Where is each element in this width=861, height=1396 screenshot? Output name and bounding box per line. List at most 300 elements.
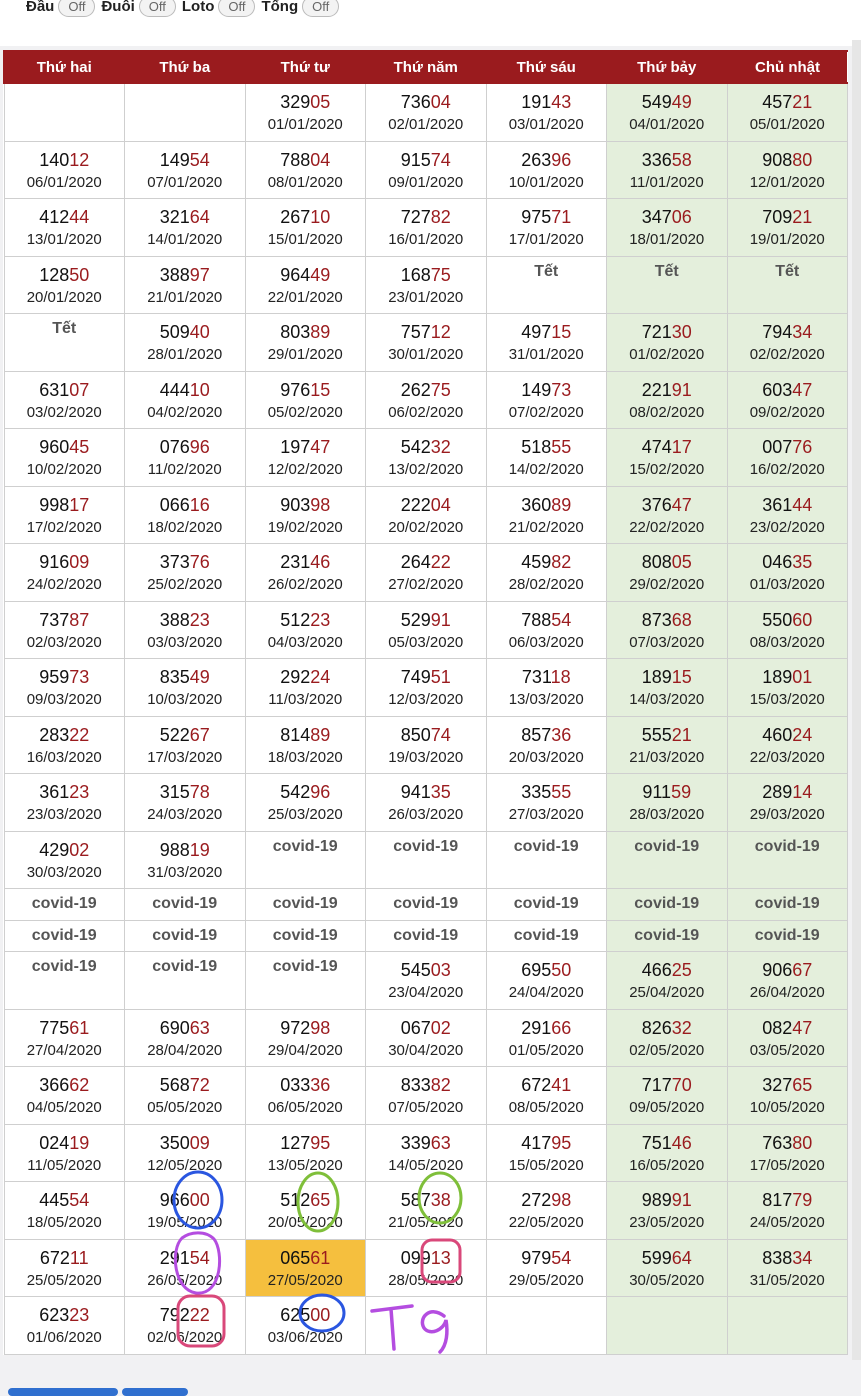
result-number xyxy=(125,1297,245,1326)
result-date: 31/05/2020 xyxy=(749,1271,825,1289)
result-number xyxy=(125,1240,245,1269)
result-number xyxy=(728,544,848,573)
result-number xyxy=(728,84,848,113)
result-number xyxy=(728,1182,848,1211)
result-number xyxy=(5,774,125,803)
day-cell xyxy=(727,371,848,429)
result-date: 18/01/2020 xyxy=(629,231,705,248)
scrollbar-track[interactable] xyxy=(852,40,861,1360)
result-number-head: 099 xyxy=(400,1247,431,1268)
day-cell xyxy=(366,1182,487,1240)
result-number xyxy=(5,602,125,631)
result-date: 02/01/2020 xyxy=(388,116,464,133)
table-row xyxy=(4,199,848,257)
result-number-head: 808 xyxy=(641,552,672,572)
result-number xyxy=(607,487,727,516)
day-cell xyxy=(607,774,728,832)
result-number-tail: 46 xyxy=(671,1132,692,1153)
result-number-tail: 15 xyxy=(671,667,692,687)
day-cell xyxy=(245,1009,366,1067)
result-number xyxy=(607,1010,727,1039)
table-body xyxy=(4,83,848,1354)
toggle-label-tong: Tổng xyxy=(261,0,299,15)
result-number xyxy=(487,314,607,343)
result-number-tail: 35 xyxy=(792,552,813,572)
result-number-head: 339 xyxy=(400,1132,431,1153)
result-number-tail: 98 xyxy=(310,494,331,515)
result-number xyxy=(366,142,486,171)
day-cell xyxy=(727,83,848,141)
result-number-tail: 80 xyxy=(792,1132,813,1153)
result-date: 14/03/2020 xyxy=(629,691,705,708)
result-number-head: 168 xyxy=(400,264,431,285)
day-cell xyxy=(245,1124,366,1182)
day-cell xyxy=(727,429,848,487)
result-number-head: 046 xyxy=(762,552,793,572)
result-number-tail: 12 xyxy=(430,322,451,342)
status-text: covid-19 xyxy=(152,958,218,975)
result-number-tail: 47 xyxy=(310,437,331,457)
result-number xyxy=(366,952,486,981)
day-cell xyxy=(607,716,728,774)
toggle-dau-switch[interactable]: Off xyxy=(58,0,95,17)
result-date: 09/01/2020 xyxy=(388,173,464,191)
table-row xyxy=(4,889,848,921)
toggle-label-duoi: Đuôi xyxy=(101,0,135,15)
result-date: 21/05/2020 xyxy=(388,1214,464,1231)
table-row xyxy=(4,774,848,832)
result-date: 09/05/2020 xyxy=(629,1099,705,1116)
table-row xyxy=(4,1124,848,1182)
day-cell xyxy=(486,659,607,717)
day-cell xyxy=(125,544,246,602)
day-cell xyxy=(125,1009,246,1067)
result-date: 22/02/2020 xyxy=(629,518,705,536)
day-cell xyxy=(125,83,246,141)
col-header-wed: Thứ tư xyxy=(245,51,366,83)
result-date: 15/03/2020 xyxy=(749,691,825,708)
day-cell xyxy=(4,429,125,487)
result-number xyxy=(246,717,366,746)
status-text: covid-19 xyxy=(754,926,820,944)
result-number-tail: 05 xyxy=(310,92,331,112)
result-date: 01/01/2020 xyxy=(267,116,343,133)
result-number-tail: 54 xyxy=(551,1247,572,1268)
status-text: Tết xyxy=(654,262,679,280)
result-date: 19/02/2020 xyxy=(267,518,343,536)
day-cell xyxy=(125,429,246,487)
results-table-container xyxy=(3,50,848,1355)
filter-bar xyxy=(0,0,861,46)
toggle-tong-switch[interactable]: Off xyxy=(302,0,339,17)
result-date: 27/04/2020 xyxy=(26,1041,102,1059)
day-cell xyxy=(245,1067,366,1125)
day-cell xyxy=(125,952,246,1010)
day-cell xyxy=(727,141,848,199)
result-number-tail: 95 xyxy=(310,1132,331,1153)
result-number-tail: 07 xyxy=(69,379,90,400)
result-date: 12/05/2020 xyxy=(147,1156,223,1174)
table-row xyxy=(4,314,848,372)
result-date: 28/03/2020 xyxy=(629,806,705,823)
day-cell xyxy=(607,1182,728,1240)
result-date: 16/05/2020 xyxy=(629,1156,705,1174)
result-date: 08/03/2020 xyxy=(749,633,825,651)
day-cell xyxy=(607,544,728,602)
result-number xyxy=(246,84,366,113)
status-text: covid-19 xyxy=(31,958,97,975)
result-number-tail: 54 xyxy=(189,1247,210,1268)
day-cell xyxy=(245,1239,366,1297)
day-cell xyxy=(125,1239,246,1297)
result-number-head: 788 xyxy=(280,149,311,170)
result-number-tail: 36 xyxy=(551,724,572,745)
toggle-loto-switch[interactable]: Off xyxy=(218,0,255,17)
result-number-tail: 47 xyxy=(792,379,813,400)
result-number xyxy=(246,487,366,516)
day-cell xyxy=(607,141,728,199)
day-cell xyxy=(4,659,125,717)
result-number xyxy=(487,659,607,688)
result-date: 05/01/2020 xyxy=(749,116,825,133)
result-number xyxy=(487,602,607,631)
result-number-tail: 22 xyxy=(69,724,90,745)
result-number-head: 757 xyxy=(400,322,431,342)
day-cell xyxy=(4,889,125,921)
result-number-tail: 43 xyxy=(551,92,572,112)
day-cell xyxy=(366,1124,487,1182)
result-date: 18/05/2020 xyxy=(26,1214,102,1231)
result-number xyxy=(366,602,486,631)
result-number-head: 587 xyxy=(400,1190,431,1210)
result-number xyxy=(728,774,848,803)
result-number-tail: 73 xyxy=(69,667,90,687)
result-number-tail: 64 xyxy=(189,207,210,227)
result-number-head: 373 xyxy=(159,552,190,572)
result-number xyxy=(5,372,125,401)
day-cell xyxy=(727,920,848,952)
day-cell xyxy=(607,199,728,257)
result-number xyxy=(366,84,486,113)
result-number xyxy=(246,602,366,631)
result-date: 25/03/2020 xyxy=(267,806,343,823)
status-text: Tết xyxy=(534,262,559,280)
result-number-head: 509 xyxy=(159,322,190,342)
result-number-head: 835 xyxy=(159,667,190,687)
result-number-tail: 96 xyxy=(551,149,572,170)
result-date: 31/03/2020 xyxy=(147,863,223,881)
day-cell xyxy=(4,601,125,659)
result-number-tail: 00 xyxy=(310,1305,331,1325)
result-number-tail: 68 xyxy=(671,609,692,630)
result-date: 20/01/2020 xyxy=(26,288,102,306)
result-number-tail: 50 xyxy=(551,960,572,980)
result-date: 08/02/2020 xyxy=(629,403,705,421)
result-number-tail: 38 xyxy=(430,1190,451,1210)
result-number-head: 460 xyxy=(762,724,793,745)
result-date: 25/02/2020 xyxy=(147,576,223,593)
result-number-tail: 17 xyxy=(671,437,692,457)
result-number-tail: 51 xyxy=(430,667,451,687)
result-number-tail: 22 xyxy=(430,552,451,572)
result-date: 08/01/2020 xyxy=(267,173,343,191)
result-number-tail: 63 xyxy=(189,1017,210,1038)
day-cell xyxy=(125,314,246,372)
result-number-head: 542 xyxy=(280,782,311,802)
day-cell xyxy=(727,716,848,774)
result-number-head: 388 xyxy=(159,264,190,285)
result-number xyxy=(607,1240,727,1269)
status-text: Tết xyxy=(52,320,77,337)
result-number-tail: 66 xyxy=(551,1017,572,1038)
status-text: covid-19 xyxy=(152,926,218,944)
result-number-tail: 30 xyxy=(671,322,692,342)
day-cell xyxy=(486,889,607,921)
day-cell xyxy=(4,1297,125,1355)
result-date: 04/05/2020 xyxy=(26,1099,102,1116)
result-number xyxy=(5,717,125,746)
result-number-tail: 91 xyxy=(430,609,451,630)
result-number-head: 803 xyxy=(280,322,311,342)
day-cell xyxy=(245,889,366,921)
result-date: 25/05/2020 xyxy=(26,1271,102,1289)
result-number-head: 140 xyxy=(39,149,70,170)
result-number-tail: 67 xyxy=(189,724,210,745)
day-cell xyxy=(607,1009,728,1067)
day-cell xyxy=(4,952,125,1010)
result-number-tail: 65 xyxy=(792,1075,813,1095)
day-cell xyxy=(366,371,487,429)
day-cell xyxy=(727,199,848,257)
result-date: 11/02/2020 xyxy=(147,461,222,478)
result-number xyxy=(366,1125,486,1154)
day-cell xyxy=(4,141,125,199)
day-cell xyxy=(727,1124,848,1182)
result-number xyxy=(366,544,486,573)
result-number-head: 599 xyxy=(641,1247,672,1268)
status-text: covid-19 xyxy=(393,895,459,912)
result-number xyxy=(5,429,125,458)
day-cell xyxy=(245,256,366,314)
result-number-head: 857 xyxy=(521,724,552,745)
day-cell xyxy=(4,199,125,257)
status-text: covid-19 xyxy=(634,926,700,944)
result-number xyxy=(366,1182,486,1211)
result-number-head: 283 xyxy=(39,724,70,745)
day-cell xyxy=(366,1009,487,1067)
status-text: covid-19 xyxy=(272,958,338,975)
result-date: 17/02/2020 xyxy=(26,518,102,536)
result-date: 27/03/2020 xyxy=(508,806,584,823)
bottom-button-right[interactable] xyxy=(122,1388,188,1396)
day-cell xyxy=(125,1297,246,1355)
status-text: covid-19 xyxy=(754,895,820,912)
day-cell xyxy=(486,952,607,1010)
result-number xyxy=(607,199,727,228)
result-number-tail: 09 xyxy=(189,1132,210,1153)
result-number-tail: 34 xyxy=(792,322,813,342)
result-number xyxy=(125,1125,245,1154)
result-number-tail: 22 xyxy=(189,1305,210,1325)
result-number xyxy=(607,142,727,171)
status-text: covid-19 xyxy=(393,837,459,855)
result-number-head: 329 xyxy=(280,92,311,112)
result-number-head: 826 xyxy=(641,1017,672,1038)
result-number-head: 749 xyxy=(400,667,431,687)
table-row xyxy=(4,1297,848,1355)
day-cell xyxy=(4,1009,125,1067)
day-cell xyxy=(245,544,366,602)
result-number-head: 788 xyxy=(521,609,552,630)
result-number-tail: 25 xyxy=(671,960,692,980)
result-number xyxy=(125,199,245,228)
bottom-button-left[interactable] xyxy=(8,1388,118,1396)
result-number-tail: 76 xyxy=(189,552,210,572)
result-number-tail: 35 xyxy=(430,782,451,802)
result-number-tail: 79 xyxy=(792,1190,813,1210)
status-text: covid-19 xyxy=(513,895,579,912)
result-number-head: 727 xyxy=(400,207,431,227)
day-cell xyxy=(366,256,487,314)
result-date: 01/03/2020 xyxy=(749,576,825,593)
result-number xyxy=(487,1067,607,1096)
result-number-tail: 67 xyxy=(792,960,813,980)
result-number xyxy=(728,659,848,688)
result-number-head: 347 xyxy=(641,207,672,227)
col-header-fri: Thứ sáu xyxy=(486,51,607,83)
result-number-head: 417 xyxy=(521,1132,552,1153)
day-cell xyxy=(366,141,487,199)
table-row xyxy=(4,1009,848,1067)
result-number-head: 128 xyxy=(39,264,70,285)
result-number-tail: 23 xyxy=(189,609,210,630)
day-cell xyxy=(125,141,246,199)
result-number-tail: 04 xyxy=(310,149,331,170)
result-number-head: 412 xyxy=(39,207,70,227)
result-number-head: 263 xyxy=(521,149,552,170)
day-cell xyxy=(486,314,607,372)
result-number-head: 623 xyxy=(39,1305,70,1325)
result-number-head: 545 xyxy=(400,960,431,980)
result-number-tail: 64 xyxy=(671,1247,692,1268)
result-date: 24/05/2020 xyxy=(749,1214,825,1231)
result-date: 13/02/2020 xyxy=(388,461,464,478)
result-date: 12/03/2020 xyxy=(388,691,464,708)
result-number-tail: 23 xyxy=(69,1305,90,1325)
result-number xyxy=(246,1010,366,1039)
result-number-tail: 32 xyxy=(430,437,451,457)
result-date: 21/02/2020 xyxy=(508,518,584,536)
toggle-duoi-switch[interactable]: Off xyxy=(139,0,176,17)
result-number xyxy=(487,1125,607,1154)
result-number-head: 906 xyxy=(762,960,793,980)
result-date: 16/01/2020 xyxy=(388,231,464,248)
result-date: 01/05/2020 xyxy=(508,1041,584,1059)
result-number-tail: 61 xyxy=(69,1017,90,1038)
result-number xyxy=(5,1010,125,1039)
result-date: 23/01/2020 xyxy=(388,288,464,306)
day-cell xyxy=(125,1124,246,1182)
result-number-tail: 89 xyxy=(551,494,572,515)
result-number xyxy=(607,544,727,573)
status-text: covid-19 xyxy=(513,837,579,855)
result-number xyxy=(246,257,366,286)
result-number-head: 127 xyxy=(280,1132,311,1153)
table-row xyxy=(4,371,848,429)
result-number-tail: 54 xyxy=(551,609,572,630)
result-number-tail: 72 xyxy=(189,1075,210,1095)
result-date: 12/01/2020 xyxy=(749,173,825,191)
result-number-head: 457 xyxy=(762,92,793,112)
result-date: 03/06/2020 xyxy=(267,1329,343,1346)
result-number xyxy=(607,372,727,401)
day-cell xyxy=(125,371,246,429)
result-number-head: 603 xyxy=(762,379,793,400)
result-number xyxy=(246,1182,366,1211)
header-row xyxy=(4,51,848,83)
day-cell xyxy=(607,1239,728,1297)
result-number-head: 388 xyxy=(159,609,190,630)
result-date: 13/03/2020 xyxy=(508,691,584,708)
result-number-tail: 36 xyxy=(310,1075,331,1095)
result-number-head: 695 xyxy=(521,960,552,980)
day-cell xyxy=(486,544,607,602)
day-cell xyxy=(607,371,728,429)
result-number-tail: 21 xyxy=(792,207,813,227)
result-number-head: 360 xyxy=(521,494,552,515)
result-date: 06/05/2020 xyxy=(267,1099,343,1116)
day-cell xyxy=(125,199,246,257)
result-number-head: 262 xyxy=(400,379,431,400)
day-cell xyxy=(125,774,246,832)
day-cell xyxy=(727,1239,848,1297)
day-cell xyxy=(366,601,487,659)
result-number-head: 067 xyxy=(400,1017,431,1038)
result-number xyxy=(607,952,727,981)
result-number-tail: 32 xyxy=(671,1017,692,1038)
result-number-head: 474 xyxy=(641,437,672,457)
status-text: covid-19 xyxy=(393,926,459,944)
result-date: 30/04/2020 xyxy=(388,1041,464,1059)
result-number-head: 690 xyxy=(159,1017,190,1038)
result-number-head: 903 xyxy=(280,494,311,515)
day-cell xyxy=(245,1297,366,1355)
result-date: 15/01/2020 xyxy=(267,231,343,248)
result-number xyxy=(607,1182,727,1211)
result-number xyxy=(5,257,125,286)
col-header-sat: Thứ bảy xyxy=(607,51,728,83)
result-number-tail: 49 xyxy=(189,667,210,687)
result-number-head: 024 xyxy=(39,1132,70,1153)
day-cell xyxy=(245,141,366,199)
result-number xyxy=(607,84,727,113)
result-number xyxy=(366,372,486,401)
day-cell xyxy=(4,920,125,952)
day-cell xyxy=(245,952,366,1010)
result-number-head: 291 xyxy=(159,1247,190,1268)
result-number-tail: 96 xyxy=(310,782,331,802)
result-number xyxy=(5,544,125,573)
result-number-tail: 19 xyxy=(189,839,210,860)
day-cell xyxy=(607,314,728,372)
table-row xyxy=(4,1182,848,1240)
result-date: 12/02/2020 xyxy=(267,461,343,478)
day-cell xyxy=(486,601,607,659)
day-cell xyxy=(125,831,246,889)
result-number-head: 315 xyxy=(159,782,190,802)
result-number-head: 959 xyxy=(39,667,70,687)
result-date: 14/05/2020 xyxy=(388,1156,464,1174)
